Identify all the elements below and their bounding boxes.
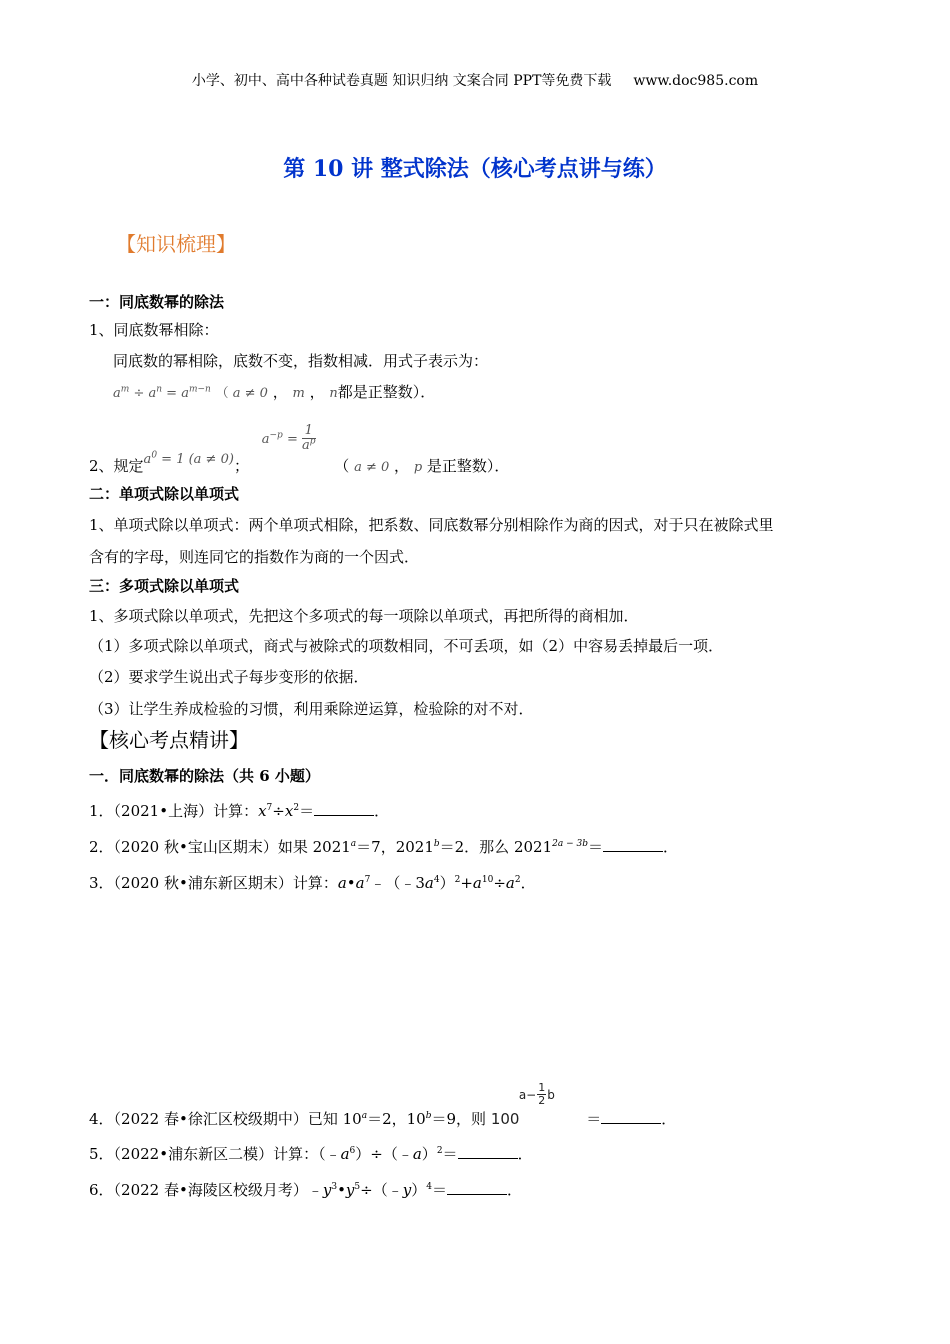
question-4-mid2: ＝9，则 bbox=[431, 1110, 487, 1128]
question-4-mid1: ＝2，10 bbox=[367, 1110, 426, 1128]
question-6-mid: ÷（﹣ bbox=[360, 1181, 403, 1199]
part3-line4: （3）让学生养成检验的习惯，利用乘除逆运算，检验除的对不对． bbox=[89, 700, 534, 718]
part2-line2: 含有的字母，则连同它的指数作为商的一个因式． bbox=[89, 548, 420, 566]
header-site: www.doc985.com bbox=[633, 73, 759, 89]
part1-item2: 2、规定$a^0 = 1$ (a ≠ 0)； $a^{-p}$ = $\frac{1}{a^p}$ （ a ≠ 0 ， p 是正整数）． bbox=[89, 423, 510, 475]
question-2-mid2: ＝2．那么 2021 bbox=[439, 838, 553, 856]
part2-line1: 1、单项式除以单项式：两个单项式相除，把系数、同底数幂分别相除作为商的因式，对于只在被除式里 bbox=[89, 516, 774, 534]
part1-heading: 一：同底数幂的除法 bbox=[89, 293, 225, 311]
question-2-text: 2．（2020 秋•宝山区期末）如果 2021 bbox=[89, 838, 351, 856]
page-title: 第 10 讲 整式除法（核心考点讲与练） bbox=[283, 156, 667, 182]
question-2: 2．（2020 秋•宝山区期末）如果 $2021^a=7$，$2021^b=2$．那么 $2021^{2a - 3b}=$ ． bbox=[89, 838, 679, 856]
question-1: 1．（2021•上海）计算：$x^7\div x^2=$ ． bbox=[89, 802, 390, 820]
answer-blank[interactable] bbox=[601, 1109, 661, 1124]
part1-item2-prefix: 2、规定 bbox=[89, 456, 144, 475]
part1-item1: 1、同底数幂相除： bbox=[89, 321, 219, 339]
question-2-mid1: ＝7，2021 bbox=[356, 838, 434, 856]
question-3: 3．（2020 秋•浦东新区期末）计算：$a•a^7﹣(﹣3a^4)^2+a^{10}\div a^2$． bbox=[89, 874, 536, 892]
question-5: 5．（2022•浦东新区二模）计算：$(﹣a^6)\div(﹣a)^2=$ ． bbox=[89, 1145, 533, 1163]
question-6: 6．（2022 春•海陵区校级月考）$﹣y^3•y^5\div(﹣y)^4=$ ． bbox=[89, 1181, 522, 1199]
page-header bbox=[0, 70, 950, 90]
question-6-text: 6．（2022 春•海陵区校级月考）﹣ bbox=[89, 1181, 323, 1199]
question-5-text: 5．（2022•浦东新区二模）计算：（﹣ bbox=[89, 1145, 341, 1163]
header-text: 小学、初中、高中各种试卷真题 知识归纳 文案合同 PPT等免费下载 bbox=[191, 73, 612, 89]
answer-blank[interactable] bbox=[458, 1144, 518, 1159]
part3-line2: （1）多项式除以单项式，商式与被除式的项数相同，不可丢项，如（2）中容易丢掉最后一项． bbox=[89, 637, 724, 655]
question-4: 4．（2022 春•徐汇区校级期中）已知 $10^a=2$，$10^b=9$，则 100 a− $\frac{1}{2}$ b ＝ ． bbox=[89, 1081, 677, 1128]
answer-blank[interactable] bbox=[603, 837, 663, 852]
answer-blank[interactable] bbox=[314, 801, 374, 816]
part1-formula-tail: 都是正整数）． bbox=[337, 383, 436, 401]
part1-formula: $a^m \div a^n = a^{m-n}$ （ a ≠ 0 ， m ， n都是正整数）． bbox=[113, 383, 436, 401]
part2-heading: 二：单项式除以单项式 bbox=[89, 485, 240, 503]
section-core: 【核心考点精讲】 bbox=[89, 728, 249, 752]
part1-item2-tail: 是正整数）． bbox=[426, 456, 510, 475]
question-4-text: 4．（2022 春•徐汇区校级期中）已知 10 bbox=[89, 1110, 362, 1128]
part1-item2-mid: ； bbox=[233, 456, 249, 475]
part3-line3: （2）要求学生说出式子每步变形的依据． bbox=[89, 668, 369, 686]
answer-blank[interactable] bbox=[447, 1180, 507, 1195]
part3-line1: 1、多项式除以单项式，先把这个多项式的每一项除以单项式，再把所得的商相加． bbox=[89, 607, 639, 625]
question-5-mid: ）÷（﹣ bbox=[355, 1145, 413, 1163]
question-3-text: 3．（2020 秋•浦东新区期末）计算： bbox=[89, 874, 338, 892]
topic1-heading: 一．同底数幂的除法（共 6 小题） bbox=[89, 767, 320, 785]
question-1-text: 1．（2021•上海）计算： bbox=[89, 802, 259, 820]
power-expression: 100 a− $\frac{1}{2}$ b bbox=[490, 1081, 555, 1128]
part3-heading: 三：多项式除以单项式 bbox=[89, 577, 240, 595]
section-knowledge: 【知识梳理】 bbox=[116, 232, 236, 256]
part1-item1-desc: 同底数的幂相除，底数不变，指数相减．用式子表示为： bbox=[113, 352, 489, 370]
